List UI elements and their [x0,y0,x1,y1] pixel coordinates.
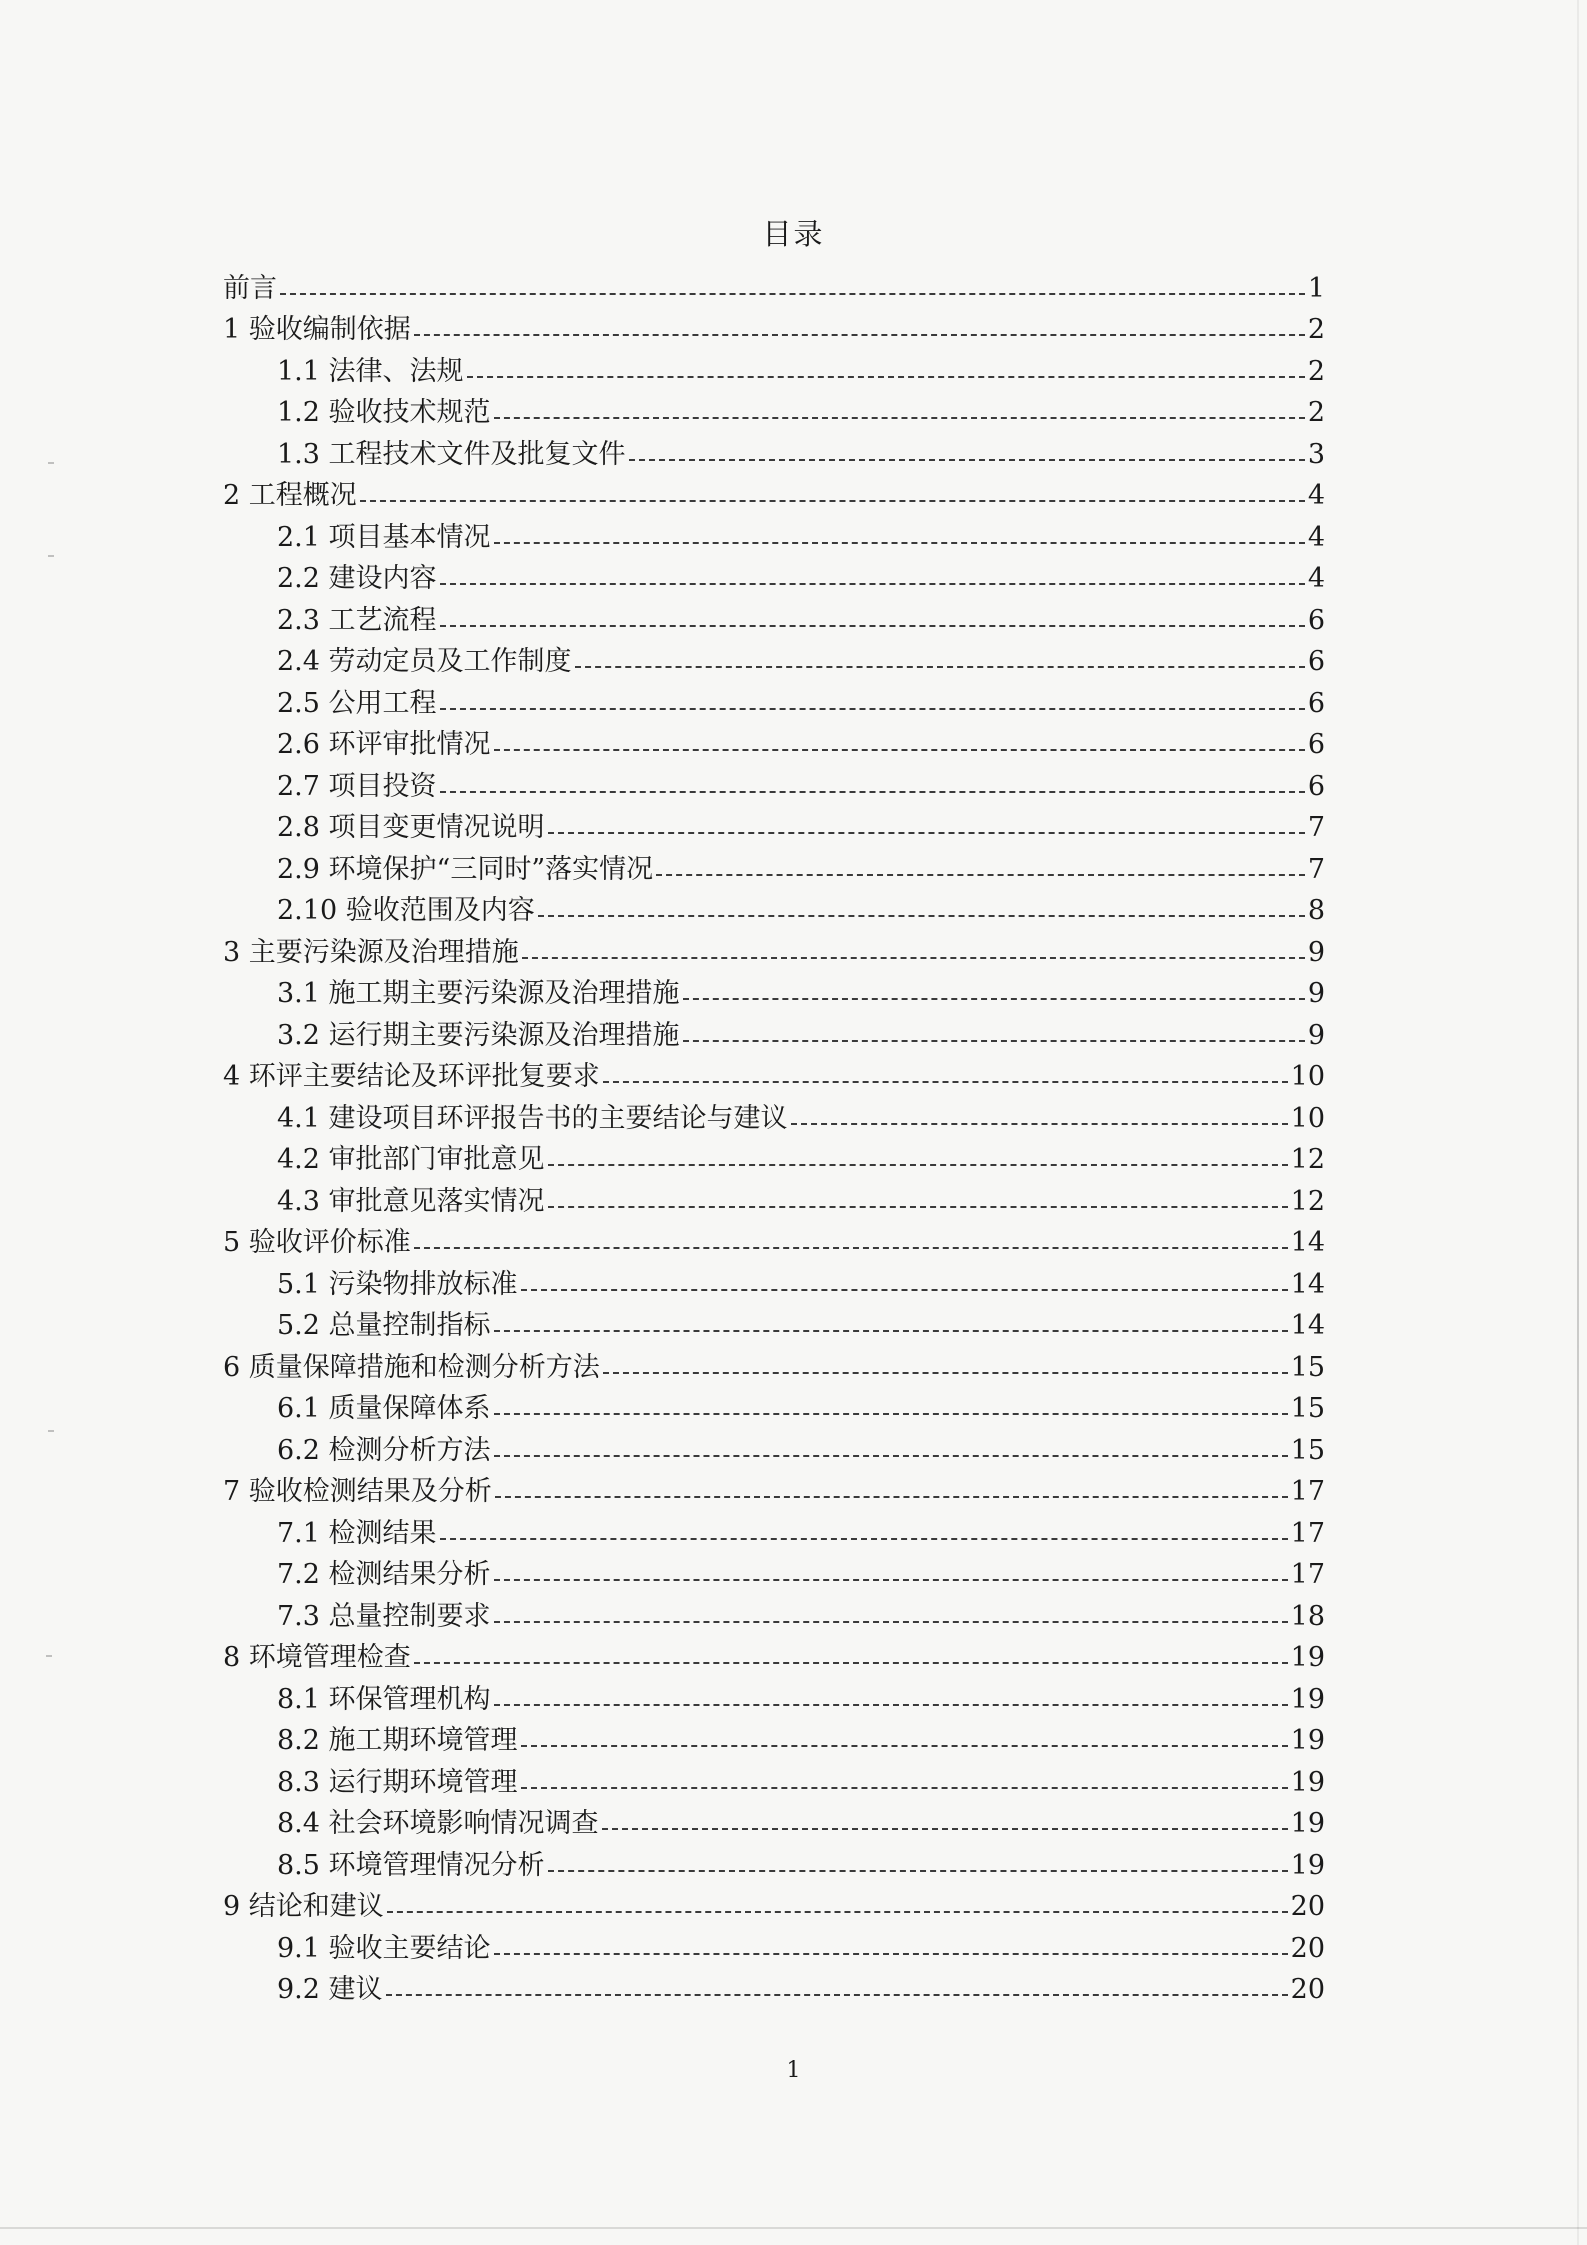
toc-dash-leader [440,791,1305,793]
toc-entry-page: 10 [1290,1102,1325,1134]
toc-entry-title: 2.9 环境保护“三同时”落实情况 [277,853,654,885]
toc-entry[interactable] [223,470,1325,512]
toc-entry-page: 2 [1307,397,1325,428]
toc-entry-title: 3 主要污染源及治理措施 [223,936,519,968]
toc-dash-leader [602,1828,1288,1830]
toc-dash-leader [548,832,1305,834]
toc-entry[interactable] [223,1839,1325,1881]
toc-entry-title: 2.8 项目变更情况说明 [277,812,545,843]
toc-entry-page: 19 [1290,1766,1325,1798]
toc-entry-page: 1 [1307,272,1325,304]
toc-entry[interactable] [223,760,1325,802]
toc-dash-leader [414,1662,1288,1664]
toc-dash-leader [440,625,1305,627]
scan-speck [48,462,54,464]
toc-entry[interactable] [223,553,1325,595]
toc-entry[interactable] [223,1258,1325,1300]
toc-entry-title: 8.1 环保管理机构 [277,1683,491,1715]
toc-entry-page: 6 [1307,729,1325,760]
toc-dash-leader [548,1870,1288,1872]
toc-entry-title: 7.3 总量控制要求 [277,1600,491,1632]
toc-entry-title: 4.1 建设项目环评报告书的主要结论与建议 [277,1102,788,1134]
toc-entry-title: 2 工程概况 [223,480,357,511]
toc-dash-leader [538,915,1305,917]
toc-entry-page: 6 [1307,687,1325,719]
toc-entry[interactable] [223,719,1325,761]
toc-title: 目录 [762,217,825,251]
toc-entry[interactable] [223,802,1325,844]
toc-dash-leader [494,749,1305,751]
toc-dash-leader [791,1123,1288,1125]
toc-entry-page: 3 [1307,438,1325,470]
toc-entry-page: 9 [1307,1019,1325,1051]
toc-entry-page: 12 [1290,1144,1325,1175]
toc-entry-title: 2.4 劳动定员及工作制度 [277,646,572,677]
toc-entry-page: 17 [1290,1517,1325,1549]
toc-entry[interactable] [223,428,1325,470]
toc-entry[interactable] [223,1300,1325,1342]
toc-entry-page: 20 [1290,1891,1325,1922]
toc-entry[interactable] [223,1549,1325,1591]
toc-entry-page: 19 [1290,1683,1325,1715]
toc-entry-title: 5 验收评价标准 [223,1227,411,1258]
toc-entry-title: 7.2 检测结果分析 [277,1559,491,1590]
toc-dash-leader [414,334,1305,336]
toc-dash-leader [548,1164,1288,1166]
toc-entry-page: 2 [1307,355,1325,387]
toc-dash-leader [629,459,1305,461]
toc-entry-title: 6.2 检测分析方法 [277,1434,491,1466]
toc-entry[interactable] [223,387,1325,429]
toc-entry-page: 17 [1290,1476,1325,1507]
toc-dash-leader [522,957,1305,959]
toc-entry-title: 前言 [223,272,277,304]
toc-entry[interactable] [223,1424,1325,1466]
toc-entry-page: 15 [1290,1434,1325,1466]
toc-entry-title: 1.3 工程技术文件及批复文件 [277,438,626,470]
toc-entry-page: 14 [1290,1227,1325,1258]
toc-dash-leader [494,417,1305,419]
toc-entry-page: 6 [1307,770,1325,802]
toc-entry-title: 1 验收编制依据 [223,314,411,345]
toc-entry[interactable] [223,843,1325,885]
toc-entry[interactable] [223,1756,1325,1798]
toc-entry-page: 6 [1307,604,1325,636]
toc-dash-leader [683,1040,1305,1042]
toc-entry[interactable] [223,1632,1325,1674]
toc-dash-leader [548,1206,1288,1208]
toc-entry[interactable] [223,1092,1325,1134]
toc-entry-page: 4 [1307,521,1325,553]
toc-entry[interactable] [223,636,1325,678]
toc-entry[interactable] [223,1051,1325,1093]
toc-dash-leader [575,666,1305,668]
toc-entry-title: 5.1 污染物排放标准 [277,1268,518,1300]
toc-entry-page: 19 [1290,1849,1325,1881]
page-number: 1 [786,2058,801,2083]
toc-entry[interactable] [223,968,1325,1010]
toc-dash-leader [494,1579,1288,1581]
toc-entry[interactable] [223,1881,1325,1923]
toc-entry-title: 4.3 审批意见落实情况 [277,1185,545,1217]
toc-entry-page: 17 [1290,1559,1325,1590]
toc-entry-title: 4.2 审批部门审批意见 [277,1144,545,1175]
toc-dash-leader [360,500,1305,502]
page-edge-bottom [0,2227,1587,2229]
toc-entry[interactable] [223,262,1325,304]
toc-entry[interactable] [223,1922,1325,1964]
toc-dash-leader [280,293,1305,295]
toc-dash-leader [440,1538,1288,1540]
toc-entry-title: 2.1 项目基本情况 [277,521,491,553]
toc-dash-leader [494,1621,1288,1623]
toc-entry-title: 8.2 施工期环境管理 [277,1725,518,1756]
toc-entry-title: 4 环评主要结论及环评批复要求 [223,1061,600,1092]
toc-entry-title: 8.5 环境管理情况分析 [277,1849,545,1881]
toc-dash-leader [603,1081,1288,1083]
toc-entry-page: 7 [1307,853,1325,885]
toc-entry-page: 9 [1307,978,1325,1009]
toc-entry-title: 1.1 法律、法规 [277,355,464,387]
toc-entry[interactable] [223,594,1325,636]
toc-dash-leader [494,1413,1288,1415]
toc-entry[interactable] [223,1673,1325,1715]
scan-speck [46,1655,52,1657]
toc-entry-title: 2.6 环评审批情况 [277,729,491,760]
toc-entry-page: 15 [1290,1351,1325,1383]
toc-entry-page: 2 [1307,314,1325,345]
toc-dash-leader [440,583,1305,585]
toc-entry-title: 6 质量保障措施和检测分析方法 [223,1351,600,1383]
toc-dash-leader [494,542,1305,544]
toc-entry[interactable] [223,677,1325,719]
toc-entry[interactable] [223,1217,1325,1259]
toc-entry-page: 4 [1307,480,1325,511]
toc-entry[interactable] [223,926,1325,968]
scan-speck [48,555,54,557]
toc-dash-leader [521,1289,1288,1291]
toc-entry[interactable] [223,1798,1325,1840]
toc-entry-title: 6.1 质量保障体系 [277,1393,491,1424]
toc-entry-title: 1.2 验收技术规范 [277,397,491,428]
toc-entry-page: 19 [1290,1725,1325,1756]
toc-dash-leader [386,1994,1288,1996]
toc-entry[interactable] [223,1507,1325,1549]
table-of-contents [223,262,1325,2005]
toc-entry-title: 2.2 建设内容 [277,563,437,594]
toc-entry[interactable] [223,1341,1325,1383]
toc-entry-title: 2.10 验收范围及内容 [277,895,535,926]
toc-entry-title: 7.1 检测结果 [277,1517,437,1549]
toc-entry-page: 20 [1290,1974,1325,2005]
toc-entry-page: 14 [1290,1268,1325,1300]
toc-entry[interactable] [223,885,1325,927]
toc-dash-leader [603,1372,1288,1374]
toc-entry-page: 4 [1307,563,1325,594]
toc-entry[interactable] [223,345,1325,387]
toc-entry[interactable] [223,1715,1325,1757]
toc-dash-leader [494,1455,1288,1457]
toc-entry[interactable] [223,1590,1325,1632]
toc-dash-leader [387,1911,1288,1913]
toc-entry-page: 7 [1307,812,1325,843]
toc-entry-title: 8.4 社会环境影响情况调查 [277,1808,599,1839]
toc-entry[interactable] [223,1009,1325,1051]
toc-entry[interactable] [223,1383,1325,1425]
toc-entry-title: 7 验收检测结果及分析 [223,1476,492,1507]
toc-entry-page: 12 [1290,1185,1325,1217]
toc-entry[interactable] [223,1466,1325,1508]
toc-entry-page: 20 [1290,1932,1325,1964]
toc-entry-page: 9 [1307,936,1325,968]
toc-entry-title: 9.2 建议 [277,1974,383,2005]
toc-entry-title: 9 结论和建议 [223,1891,384,1922]
scan-speck [48,1430,54,1432]
toc-entry-page: 6 [1307,646,1325,677]
toc-dash-leader [494,1330,1288,1332]
toc-entry[interactable] [223,304,1325,346]
toc-dash-leader [683,998,1305,1000]
toc-dash-leader [494,1704,1288,1706]
toc-entry[interactable] [223,511,1325,553]
toc-entry-title: 2.5 公用工程 [277,687,437,719]
toc-entry-title: 5.2 总量控制指标 [277,1310,491,1341]
toc-dash-leader [656,874,1305,876]
toc-dash-leader [521,1787,1288,1789]
toc-entry-page: 15 [1290,1393,1325,1424]
toc-dash-leader [440,708,1305,710]
toc-entry-page: 14 [1290,1310,1325,1341]
toc-entry-page: 8 [1307,895,1325,926]
toc-entry-page: 10 [1290,1061,1325,1092]
toc-entry[interactable] [223,1964,1325,2006]
toc-entry[interactable] [223,1175,1325,1217]
toc-entry-title: 8.3 运行期环境管理 [277,1766,518,1798]
toc-dash-leader [494,1953,1288,1955]
toc-dash-leader [467,376,1305,378]
toc-entry-page: 19 [1290,1642,1325,1673]
toc-entry-title: 2.7 项目投资 [277,770,437,802]
toc-dash-leader [495,1496,1288,1498]
toc-entry-title: 2.3 工艺流程 [277,604,437,636]
toc-dash-leader [521,1745,1288,1747]
toc-entry-title: 3.1 施工期主要污染源及治理措施 [277,978,680,1009]
toc-entry[interactable] [223,1134,1325,1176]
toc-entry-page: 18 [1290,1600,1325,1632]
toc-entry-title: 9.1 验收主要结论 [277,1932,491,1964]
toc-entry-title: 3.2 运行期主要污染源及治理措施 [277,1019,680,1051]
toc-entry-page: 19 [1290,1808,1325,1839]
page-edge-right [1577,0,1579,2245]
toc-dash-leader [414,1247,1288,1249]
toc-entry-title: 8 环境管理检查 [223,1642,411,1673]
